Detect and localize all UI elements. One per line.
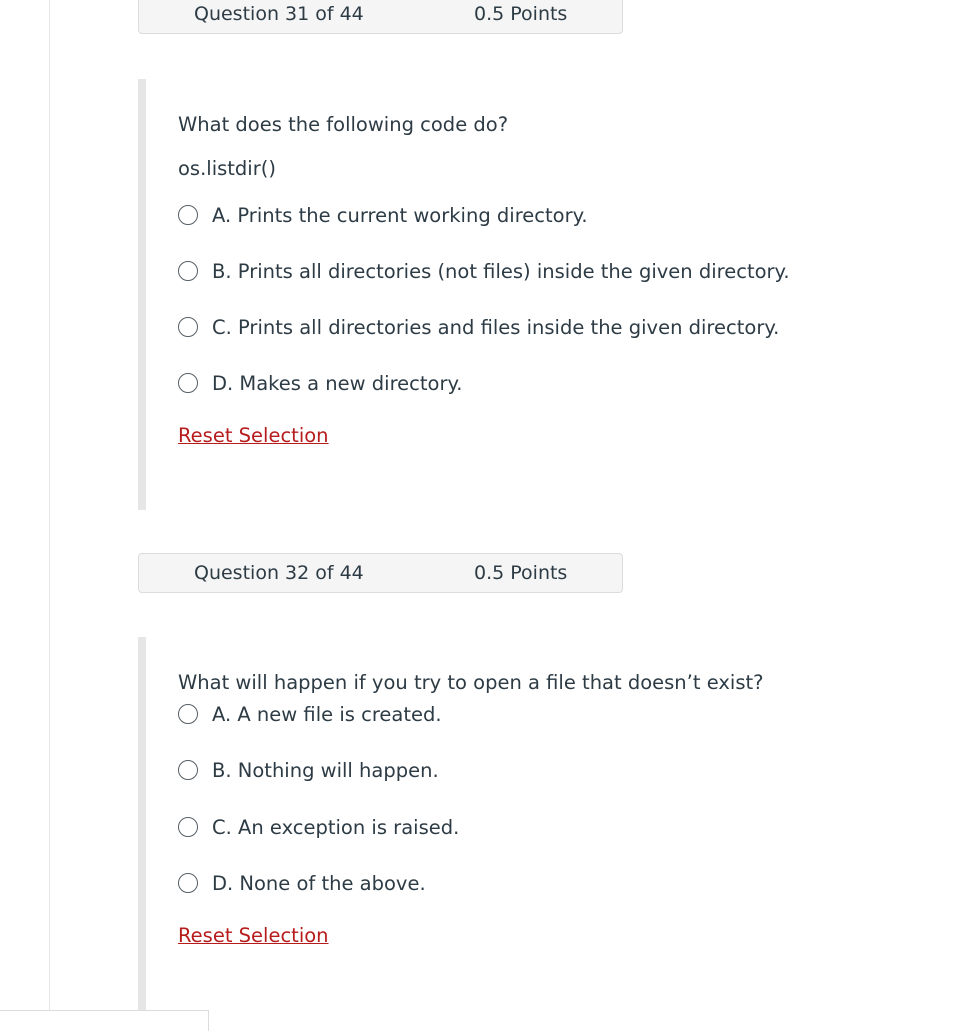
radio-button-icon[interactable] xyxy=(178,704,198,724)
question-32-accent-bar xyxy=(138,637,146,1024)
radio-button-icon[interactable] xyxy=(178,817,198,837)
reset-selection-link[interactable]: Reset Selection xyxy=(178,924,329,947)
answer-label: B. Prints all directories (not files) inside the given directory. xyxy=(212,259,790,283)
answer-option-b[interactable] xyxy=(178,258,790,284)
answer-option-c[interactable] xyxy=(178,314,779,340)
answer-option-a[interactable] xyxy=(178,202,588,228)
question-points: 0.5 Points xyxy=(474,562,568,584)
question-32-prompt: What will happen if you try to open a file that doesn’t exist? xyxy=(178,671,764,694)
answer-option-d[interactable] xyxy=(178,870,426,896)
radio-button-icon[interactable] xyxy=(178,760,198,780)
radio-button-icon[interactable] xyxy=(178,373,198,393)
answer-label: D. None of the above. xyxy=(212,871,426,895)
question-31-prompt: What does the following code do? xyxy=(178,113,509,136)
radio-button-icon[interactable] xyxy=(178,205,198,225)
question-31-accent-bar xyxy=(138,79,146,510)
answer-label: D. Makes a new directory. xyxy=(212,371,463,395)
answer-label: A. A new file is created. xyxy=(212,702,442,726)
answer-option-b[interactable] xyxy=(178,757,439,783)
question-number: Question 31 of 44 xyxy=(194,3,364,25)
answer-label: C. An exception is raised. xyxy=(212,815,460,839)
question-31-header xyxy=(138,0,623,34)
question-number: Question 32 of 44 xyxy=(194,562,364,584)
question-31-code: os.listdir() xyxy=(178,157,276,180)
bottom-panel-edge xyxy=(0,1010,209,1031)
page-left-divider xyxy=(49,0,50,1024)
answer-option-c[interactable] xyxy=(178,814,459,840)
reset-selection-link[interactable]: Reset Selection xyxy=(178,424,329,447)
radio-button-icon[interactable] xyxy=(178,261,198,281)
question-32-header xyxy=(138,553,623,593)
radio-button-icon[interactable] xyxy=(178,317,198,337)
answer-label: C. Prints all directories and files inside the given directory. xyxy=(212,315,780,339)
answer-label: A. Prints the current working directory. xyxy=(212,203,588,227)
answer-option-a[interactable] xyxy=(178,701,442,727)
answer-option-d[interactable] xyxy=(178,370,462,396)
question-points: 0.5 Points xyxy=(474,3,568,25)
answer-label: B. Nothing will happen. xyxy=(212,758,439,782)
radio-button-icon[interactable] xyxy=(178,873,198,893)
